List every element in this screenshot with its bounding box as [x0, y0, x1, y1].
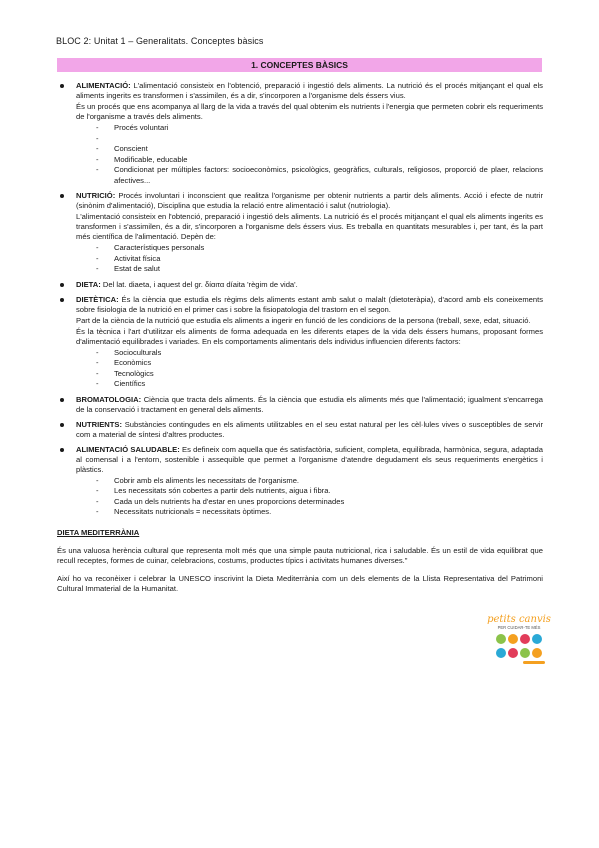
dash-list-item: - Característiques personals — [96, 243, 205, 252]
bullet-icon — [60, 84, 64, 88]
dash-list-item: - Procés voluntari — [96, 123, 169, 132]
dash-list-item: - Cobrir amb els aliments les necessitats de l'organisme. — [96, 475, 300, 485]
logo-text-2: PER CUIDAR-TE MÉS — [497, 625, 541, 630]
concept-paragraph: NUTRIENTS: Substàncies contingudes en els aliments utilitzables en el seu estat natural per les cèl·lules vives o susceptibles de servir com a material de síntesi d'altres productes. — [76, 419, 543, 439]
bullet-icon — [60, 398, 64, 402]
concept-term: ALIMENTACIÓ: — [76, 81, 131, 90]
mediterranean-paragraph: Així ho va reconèixer i celebrar la UNESCO inscrivint la Dieta Mediterrània com un dels elements de la Llista Representativa del Patrimoni Cultural Immaterial de la Humanitat. — [57, 573, 543, 593]
dash-list — [76, 348, 543, 390]
dash-icon: - — [96, 347, 99, 357]
logo-text-1: petits canvis — [487, 614, 551, 625]
concept-item — [57, 280, 543, 290]
dash-icon: - — [96, 264, 99, 273]
dash-icon: - — [96, 133, 99, 143]
dash-icon: - — [96, 165, 99, 174]
dash-list-item: - Econòmics — [96, 358, 152, 367]
concept-term: DIETA: — [76, 279, 101, 289]
petits-canvis-logo — [487, 612, 551, 664]
concept-paragraph: NUTRICIÓ: Procés involuntari i inconscient que realitza l'organisme per obtenir nutrients a partir dels aliments. Acció i efecte de nutrir (sinònim d'alimentació), Disciplina que estudia la relació entre alimentació i salut (nutriologia). — [76, 191, 543, 210]
mediterranean-paragraph: És una valuosa herència cultural que representa molt més que una simple pauta nutricional, rica i saludable. És un estil de vida equilibrat que recull receptes, formes de cuinar, celebracions, costums, productes típics i activitats humanes diverses." — [57, 545, 543, 565]
dash-list-item: - Modificable, educable — [96, 154, 188, 164]
dash-list-item — [96, 134, 543, 145]
dash-list-item: - Tecnològics — [96, 368, 154, 378]
concept-term: DIETÈTICA: — [76, 294, 119, 304]
content — [57, 81, 543, 602]
dash-icon: - — [96, 144, 99, 153]
bullet-icon — [60, 283, 64, 287]
concept-term: NUTRICIÓ: — [76, 191, 116, 200]
concept-paragraph: DIETA: Del lat. diaeta, i aquest del gr. δίαιτα díaita 'règim de vida'. — [76, 279, 298, 289]
dash-icon: - — [96, 379, 99, 388]
concept-item — [57, 420, 543, 440]
bullet-icon — [60, 298, 64, 302]
bullet-icon — [60, 448, 64, 452]
concept-item — [57, 445, 543, 518]
concept-term: BROMATOLOGIA: — [76, 394, 142, 404]
dash-list-item: - Necessitats nutricionals = necessitats òptimes. — [96, 507, 272, 516]
dash-icon: - — [96, 496, 99, 506]
concept-item — [57, 395, 543, 415]
dash-list-item: - Socioculturals — [96, 347, 162, 357]
dash-list-item: - Cada un dels nutrients ha d'estar en unes proporcions determinades — [96, 496, 345, 506]
mediterranean-heading: DIETA MEDITERRÀNIA — [57, 527, 140, 537]
dash-list — [76, 476, 543, 518]
concept-item — [57, 81, 543, 186]
dash-icon: - — [96, 368, 99, 378]
dash-icon: - — [96, 486, 99, 495]
dash-list-item: - Activitat física — [96, 253, 161, 263]
dash-list-item: - Estat de salut — [96, 264, 161, 273]
dash-icon: - — [96, 507, 99, 516]
concept-term: NUTRIENTS: — [76, 419, 122, 429]
concept-paragraph: Part de la ciència de la nutrició que estudia els aliments a ingerir en funció de les condicions de la persona (treball, sexe, edat, situació. — [76, 315, 531, 325]
dash-icon: - — [96, 475, 99, 485]
concept-term: ALIMENTACIÓ SALUDABLE: — [76, 444, 180, 454]
concept-item — [57, 191, 543, 275]
dash-list — [76, 123, 543, 186]
dash-list-item: - Científics — [96, 379, 146, 388]
dash-list — [76, 243, 543, 275]
dash-icon: - — [96, 253, 99, 263]
bullet-icon — [60, 423, 64, 427]
concept-paragraph: És un procés que ens acompanya al llarg de la vida a través del qual obtenim els nutrients i l'energia que permeten cobrir els requeriments de l'organisme a través dels aliments. — [76, 102, 543, 121]
concept-paragraph: L'alimentació consisteix en l'obtenció, preparació i ingestió dels aliments. La nutrició és el procés mitjançant el qual els aliments ingerits es transformen i s'assimilen, és a dir, s'incorporen a l'organisme dels éssers vius. Es treballa en quantitats mesurables i, per tant, és la part més científica de l'alimentació. Depèn de: — [76, 212, 543, 241]
dash-list-item: - Les necessitats són cobertes a partir dels nutrients, aigua i fibra. — [96, 486, 331, 495]
concept-paragraph: ALIMENTACIÓ SALUDABLE: Es defineix com aquella que és satisfactòria, suficient, completa, equilibrada, harmònica, segura, adaptada al comensal i a l'entorn, sostenible i assequible que permet a l'organisme d'atendre degudament els seus requeriments energètics i plàstics. — [76, 444, 543, 474]
concept-paragraph: DIETÈTICA: És la ciència que estudia els règims dels aliments estant amb salut o malalt (dietoteràpia), d'acord amb els coneixements sobre fisiologia de la nutrició en el primer cas i sobre la fisiopatologia del trastorn en el segon. — [76, 294, 543, 314]
concept-paragraph: ALIMENTACIÓ: L'alimentació consisteix en l'obtenció, preparació i ingestió dels aliments. La nutrició és el procés mitjançant el qual els aliments ingerits es transformen i s'assimilen, és a dir, s'incorporen a l'organisme dels éssers vius. — [76, 81, 543, 100]
bullet-icon — [60, 194, 64, 198]
concept-item — [57, 295, 543, 390]
dash-list-item: - Conscient — [96, 144, 148, 153]
dash-icon: - — [96, 123, 99, 132]
page-header: BLOC 2: Unitat 1 – Generalitats. Conceptes bàsics — [56, 36, 264, 46]
section-title: 1. CONCEPTES BÀSICS — [57, 58, 542, 72]
dash-icon: - — [96, 243, 99, 252]
dash-icon: - — [96, 154, 99, 164]
dash-list-item: - Condicionat per múltiples factors: socioeconòmics, psicològics, geogràfics, culturals, religiosos, proporció de plaer, relacions afectives... — [96, 165, 543, 185]
concept-paragraph: BROMATOLOGIA: Ciència que tracta dels aliments. És la ciència que estudia els aliments més que l'alimentació; igualment s'encarrega de la conservació i tractament en general dels aliments. — [76, 394, 543, 414]
dash-icon: - — [96, 358, 99, 367]
concept-paragraph: És la tècnica i l'art d'utilitzar els aliments de forma adequada en les diferents etapes de la vida dels éssers humans, proposant formes d'alimentació equilibrades i variades. En els comportaments alimentaris dels individus influencien diferents factors: — [76, 326, 543, 346]
